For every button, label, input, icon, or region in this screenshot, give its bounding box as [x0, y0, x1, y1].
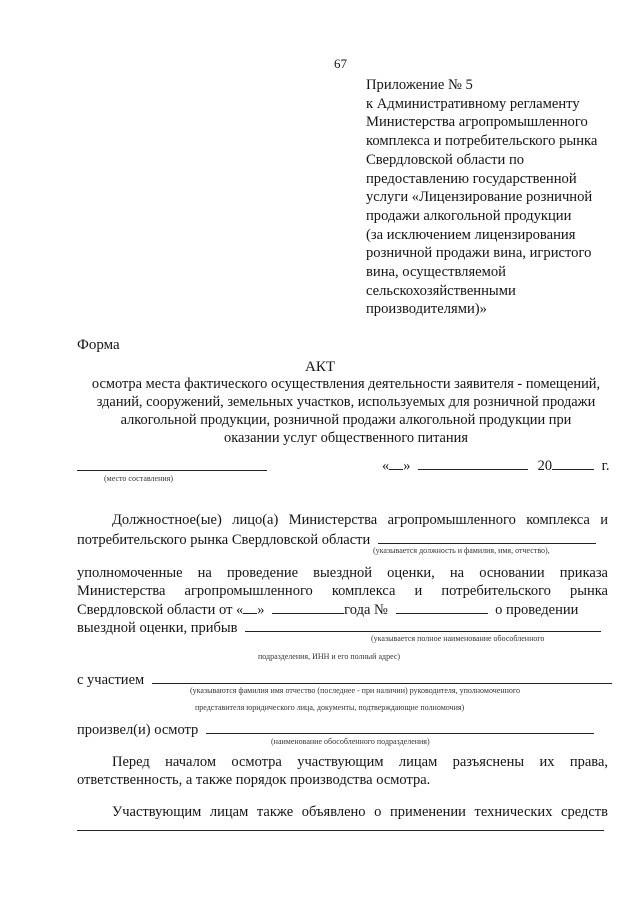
order-about: о проведении: [495, 602, 579, 618]
place-caption: (место составления): [104, 474, 173, 483]
participation-caption-1: (указываются фамилия имя отчество (последнее - при наличии) руководителя, уполномоченного: [190, 686, 520, 695]
place-field[interactable]: [77, 458, 267, 471]
order-day-blank[interactable]: [243, 600, 257, 614]
subtitle-line: оказании услуг общественного питания: [224, 430, 468, 446]
subtitle-line: осмотра места фактического осуществления деятельности заявителя - помещений,: [91, 376, 601, 392]
order-year-label: года №: [344, 602, 388, 618]
form-label: Форма: [77, 337, 120, 353]
appendix-line: Свердловской области по: [366, 151, 525, 168]
appendix-line: комплекса и потребительского рынка: [366, 133, 598, 150]
document-title: АКТ: [305, 359, 335, 375]
appendix-line: (за исключением лицензирования: [366, 226, 576, 243]
date-day-blank[interactable]: [389, 456, 403, 470]
page-number: 67: [334, 56, 347, 71]
appendix-line: Приложение № 5: [366, 77, 473, 93]
date-year-prefix: 20: [537, 458, 553, 474]
order-month-blank[interactable]: [272, 600, 344, 614]
appendix-line: предоставлению государственной: [366, 170, 577, 187]
authorized-line2: Министерства агропромышленного комплекса и потребительского рынка: [77, 583, 608, 599]
date-month-blank[interactable]: [418, 456, 528, 470]
appendix-line: вина, осуществляемой: [366, 264, 506, 281]
appendix-block: [366, 76, 628, 319]
date-year-blank[interactable]: [552, 456, 594, 470]
appendix-line: Министерства агропромышленного: [366, 114, 588, 131]
date-open-quote: «: [382, 458, 390, 474]
order-number-blank[interactable]: [396, 600, 488, 614]
document-subtitle: [76, 375, 616, 447]
subdivision-caption-1: (указывается полное наименование обособленного: [371, 634, 545, 643]
authorized-line3: [77, 600, 578, 620]
subdivision-caption-2: подразделения, ИНН и его полный адрес): [258, 652, 401, 661]
participation-label: с участием: [77, 672, 145, 688]
technical-blank[interactable]: [77, 818, 604, 831]
inspection-label: произвел(и) осмотр: [77, 722, 199, 738]
appendix-line: производителями)»: [366, 301, 487, 318]
appendix-line: розничной продажи вина, игристого: [366, 245, 592, 262]
participation-caption-2: представителя юридического лица, документы, подтверждающие полномочия): [195, 703, 465, 712]
subdivision-blank[interactable]: [245, 618, 601, 632]
subtitle-line: алкогольной продукции, розничной продажи алкогольной продукции при: [120, 412, 572, 428]
appendix-line: сельскохозяйственными: [366, 282, 516, 299]
order-date-prefix: Свердловской области от «: [77, 602, 244, 618]
inspection-caption: (наименование обособленного подразделения): [271, 737, 430, 746]
date-year-suffix: г.: [601, 458, 610, 474]
appendix-line: к Административному регламенту: [366, 95, 580, 112]
official-line1: Должностное(ые) лицо(а) Министерства агропромышленного комплекса и: [112, 512, 608, 528]
date-field[interactable]: [382, 456, 610, 475]
arrived-label: выездной оценки, прибыв: [77, 620, 238, 636]
subtitle-line: зданий, сооружений, земельных участков, используемых для розничной продажи: [96, 394, 596, 410]
appendix-line: продажи алкогольной продукции: [366, 207, 572, 224]
rights-line2: ответственность, а также порядок производства осмотра.: [77, 772, 431, 788]
official-name-blank[interactable]: [378, 530, 596, 544]
date-close-quote: »: [403, 458, 411, 474]
order-date-quote: »: [257, 602, 265, 618]
authorized-line1: уполномоченные на проведение выездной оценки, на основании приказа: [77, 565, 608, 581]
participation-blank[interactable]: [152, 670, 612, 684]
inspection-blank[interactable]: [206, 720, 594, 734]
technical-line1: Участвующим лицам также объявлено о применении технических средств: [112, 804, 608, 820]
appendix-line: услуги «Лицензирование розничной: [366, 189, 593, 206]
official-line2: потребительского рынка Свердловской области: [77, 532, 371, 548]
official-caption: (указывается должность и фамилия, имя, отчество),: [373, 546, 550, 555]
rights-line1: Перед началом осмотра участвующим лицам разъяснены их права,: [112, 754, 608, 770]
